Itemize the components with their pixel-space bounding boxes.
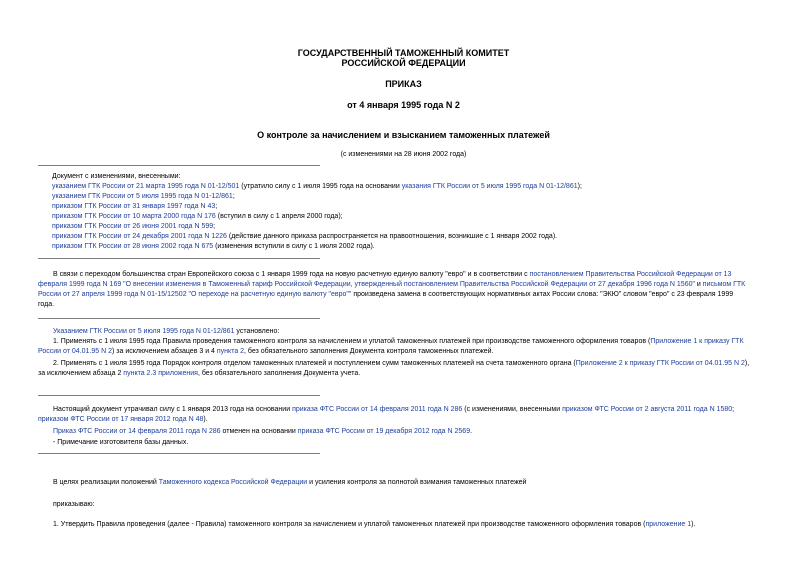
amendments-intro: Документ с изменениями, внесенными: [52, 173, 181, 180]
amendment-line-1: указанием ГТК России от 21 марта 1995 года N 01-12/501 (утратило силу с 1 июля 1995 года на основании указания ГТК России от 5 июля 1995 года N 01-12/861); [52, 183, 582, 190]
ukaz-note-head: Указанием ГТК России от 5 июля 1995 года N 01-12/861 установлено: [53, 328, 280, 335]
customs-code-link[interactable]: Таможенного кодекса Российской Федерации [158, 479, 308, 486]
regulation-link[interactable]: постановлением Правительства Российской Федерации от 13 [529, 271, 732, 278]
doc-subject: О контроле за начислением и взысканием таможенных платежей [257, 130, 550, 140]
divider [38, 453, 320, 454]
amendment-link[interactable]: приказом ГТК России от 31 января 1997 года N 43 [52, 203, 216, 210]
fts-note-line-1: Настоящий документ утрачивал силу с 1 января 2013 года на основании приказа ФТС России от 14 февраля 2011 года N 286 (с изменениями, внесенными приказом ФТС России от 2 августа 2011 года N 1580; [53, 406, 735, 413]
org-name-line2: РОССИЙСКОЙ ФЕДЕРАЦИИ [341, 58, 466, 68]
doc-date-number: от 4 января 1995 года N 2 [347, 100, 460, 110]
fts-order-link[interactable]: приказа ФТС России от 14 февраля 2011 года N 286 [292, 406, 463, 413]
org-name-line1: ГОСУДАРСТВЕННЫЙ ТАМОЖЕННЫЙ КОМИТЕТ [297, 48, 510, 58]
appendix-link[interactable]: России от 04.01.95 N 2 [38, 348, 112, 355]
amendment-link[interactable]: приказом ГТК России от 10 марта 2000 года N 176 [52, 213, 216, 220]
euro-note-line-1: В связи с переходом большинства стран Европейского союза с 1 января 1999 года на новую расчетную единую валюту "евро" и в соответствии с постановлением Правительства Российской Федерации от 13 [53, 271, 732, 278]
ukaz-link[interactable]: Указанием ГТК России от 5 июля 1995 года N 01-12/861 [53, 328, 235, 335]
clause-link[interactable]: пункта 2.3 приложения [123, 370, 198, 377]
amendment-link[interactable]: приказом ГТК России от 28 июня 2002 года N 675 [52, 243, 214, 250]
regulation-link[interactable]: февраля 1999 года N 169 "О внесении изменения в Таможенный тариф Российской Федерации, утвержденный постановлением Правительства Российской Федерации от 27 декабря 1996 года N 1560" [38, 281, 695, 288]
amendment-link[interactable]: указанием ГТК России от 5 июля 1995 года N 01-12/861 [52, 193, 233, 200]
appendix-link[interactable]: приложение 1 [645, 521, 692, 528]
fts-order-link[interactable]: приказом ФТС России от 17 января 2012 года N 48 [38, 416, 204, 423]
divider [38, 395, 320, 396]
body-paragraph-1: В целях реализации положений Таможенного кодекса Российской Федерации и усиления контроля за полнотой взимания таможенных платежей [53, 479, 527, 486]
letter-link[interactable]: России от 27 апреля 1999 года N 01-15/12502 "О переходе на расчетную единую валюту "евро"" [38, 291, 352, 298]
amendment-link[interactable]: приказом ГТК России от 26 июня 2001 года N 599 [52, 223, 214, 230]
appendix-link[interactable]: Приложение 2 к приказу ГТК России от 04.01.95 N 2 [575, 360, 745, 367]
euro-note-line-4: года. [38, 301, 55, 308]
euro-note-line-2: февраля 1999 года N 169 "О внесении изменения в Таможенный тариф Российской Федерации, утвержденный постановлением Правительства Российской Федерации от 27 декабря 1996 года N 1560" и письмом ГТК [38, 281, 746, 288]
divider [38, 258, 320, 259]
amendment-link[interactable]: указания ГТК России от 5 июля 1995 года N 01-12/861 [401, 183, 578, 190]
fts-order-link[interactable]: приказа ФТС России от 19 декабря 2012 года N 2569 [297, 428, 471, 435]
fts-note-line-2: приказом ФТС России от 17 января 2012 года N 48). [38, 416, 208, 423]
ukaz-note-p2-cont: за исключением абзаца 2 пункта 2.3 приложения, без обязательного заполнения Документа учета. [38, 370, 361, 377]
changes-note: (с изменениями на 28 июня 2002 года) [340, 151, 467, 158]
order-item-1: 1. Утвердить Правила проведения (далее - Правила) таможенного контроля за начислением и уплатой таможенных платежей при производстве таможенного оформления товаров (приложение 1). [53, 521, 696, 528]
ukaz-note-p1: 1. Применять с 1 июля 1995 года Правила проведения таможенного контроля за начислением и уплатой таможенных платежей при производстве таможенного оформления товаров (Приложение 1 к приказу ГТК [53, 338, 744, 345]
doc-type: ПРИКАЗ [385, 79, 422, 89]
ukaz-note-p2: 2. Применять с 1 июля 1995 года Порядок контроля отделом таможенных платежей и поступлением сумм таможенных платежей на счета таможенного органа (Приложение 2 к приказу ГТК России от 04.01.95 N 2), [53, 360, 750, 367]
amendment-link[interactable]: указанием ГТК России от 21 марта 1995 года N 01-12/501 [52, 183, 240, 190]
amendment-line-6: приказом ГТК России от 24 декабря 2001 года N 1226 (действие данного приказа распространяется на правоотношения, возникшие с 1 января 2002 года). [52, 233, 558, 240]
clause-link[interactable]: пункта 2 [216, 348, 245, 355]
amendment-line-2: указанием ГТК России от 5 июля 1995 года N 01-12/861; [52, 193, 235, 200]
amendment-line-5: приказом ГТК России от 26 июня 2001 года N 599; [52, 223, 216, 230]
fts-note-line-3: Приказ ФТС России от 14 февраля 2011 года N 286 отменен на основании приказа ФТС России от 19 декабря 2012 года N 2569. [53, 428, 473, 435]
amendment-line-7: приказом ГТК России от 28 июня 2002 года N 675 (изменения вступили в силу с 1 июля 2002 года). [52, 243, 375, 250]
divider [38, 165, 320, 166]
euro-note-line-3: России от 27 апреля 1999 года N 01-15/12502 "О переходе на расчетную единую валюту "евро"" произведена замена в соответствующих нормативных актах России слова: "ЭКЮ" словом "евро" с 23 февраля 1999 [38, 291, 734, 298]
fts-order-link[interactable]: приказом ФТС России от 2 августа 2011 года N 1580 [562, 406, 733, 413]
amendment-line-3: приказом ГТК России от 31 января 1997 года N 43; [52, 203, 218, 210]
letter-link[interactable]: письмом ГТК [702, 281, 746, 288]
orders-word: приказываю: [53, 501, 95, 508]
fts-order-link[interactable]: Приказ ФТС России от 14 февраля 2011 года N 286 [53, 428, 221, 435]
amendment-link[interactable]: приказом ГТК России от 24 декабря 2001 года N 1226 [52, 233, 227, 240]
appendix-link[interactable]: Приложение 1 к приказу ГТК [650, 338, 744, 345]
amendment-line-4: приказом ГТК России от 10 марта 2000 года N 176 (вступил в силу с 1 апреля 2000 года); [52, 213, 343, 220]
ukaz-note-p1-cont: России от 04.01.95 N 2) за исключением абзацев 3 и 4 пункта 2, без обязательного заполнения Документа контроля таможенных платежей. [38, 348, 494, 355]
editor-note: - Примечание изготовителя базы данных. [53, 439, 189, 446]
divider [38, 318, 320, 319]
